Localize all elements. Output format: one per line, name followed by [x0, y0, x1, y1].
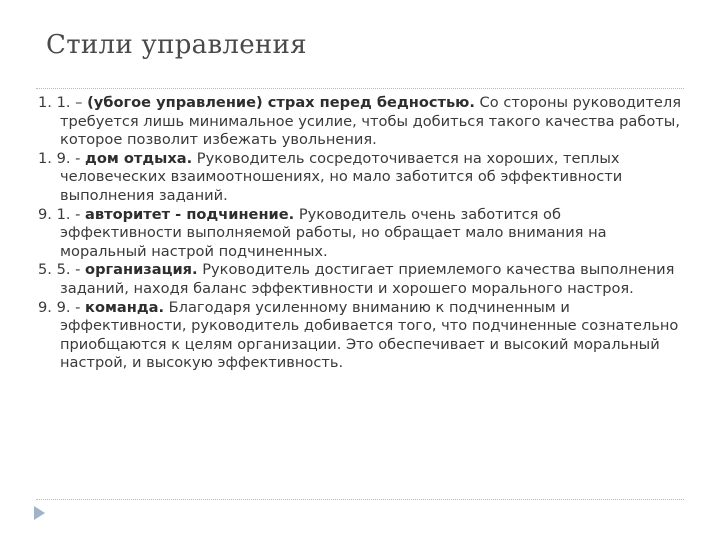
item-heading: авторитет - подчинение.	[85, 205, 295, 223]
item-text: Со стороны руководителя требуется лишь минимальное усилие, чтобы добиться такого качества работы, которое позволит избежать увольнения.	[60, 94, 682, 149]
item-heading: организация.	[85, 261, 198, 279]
item-number: 9. 9.	[38, 298, 71, 316]
item-number: 1. 1.	[38, 94, 71, 111]
item-number: 5. 5.	[38, 261, 71, 279]
item-text: Благодаря усиленному вниманию к подчиненным и эффективности, руководитель добивается того, что подчиненные сознательно приобщаются к целям организации. Это обеспечивает и высокий моральный настрой, и высокую эффективность.	[60, 298, 679, 372]
item-heading: дом отдыха.	[85, 149, 193, 167]
item-number: 9. 1.	[38, 205, 71, 223]
list-item	[38, 299, 686, 373]
item-dash: -	[70, 149, 86, 167]
item-text: Руководитель сосредоточивается на хороших, теплых человеческих взаимоотношениях, но мало заботится об эффективности выполнения заданий.	[60, 149, 623, 204]
item-text: Руководитель достигает приемлемого качества выполнения заданий, находя баланс эффективности и хорошего морального настроя.	[60, 261, 675, 297]
item-dash: –	[70, 94, 88, 111]
item-dash: -	[70, 298, 86, 316]
triangle-bullet-icon	[34, 506, 45, 520]
item-dash: -	[70, 261, 86, 279]
list-item	[38, 206, 686, 262]
slide-title: Стили управления	[46, 30, 307, 60]
list-item	[38, 94, 686, 150]
item-dash: -	[70, 205, 86, 223]
list-item	[38, 261, 686, 298]
item-heading: (убогое управление) страх перед бедностью.	[87, 94, 475, 111]
item-number: 1. 9.	[38, 149, 71, 167]
item-text: Руководитель очень заботится об эффективности выполняемой работы, но обращает мало внимания на моральный настрой подчиненных.	[60, 205, 607, 260]
top-divider	[36, 88, 684, 89]
styles-list	[38, 94, 686, 373]
item-heading: команда.	[85, 298, 165, 316]
bottom-divider	[36, 499, 684, 500]
list-item	[38, 150, 686, 206]
